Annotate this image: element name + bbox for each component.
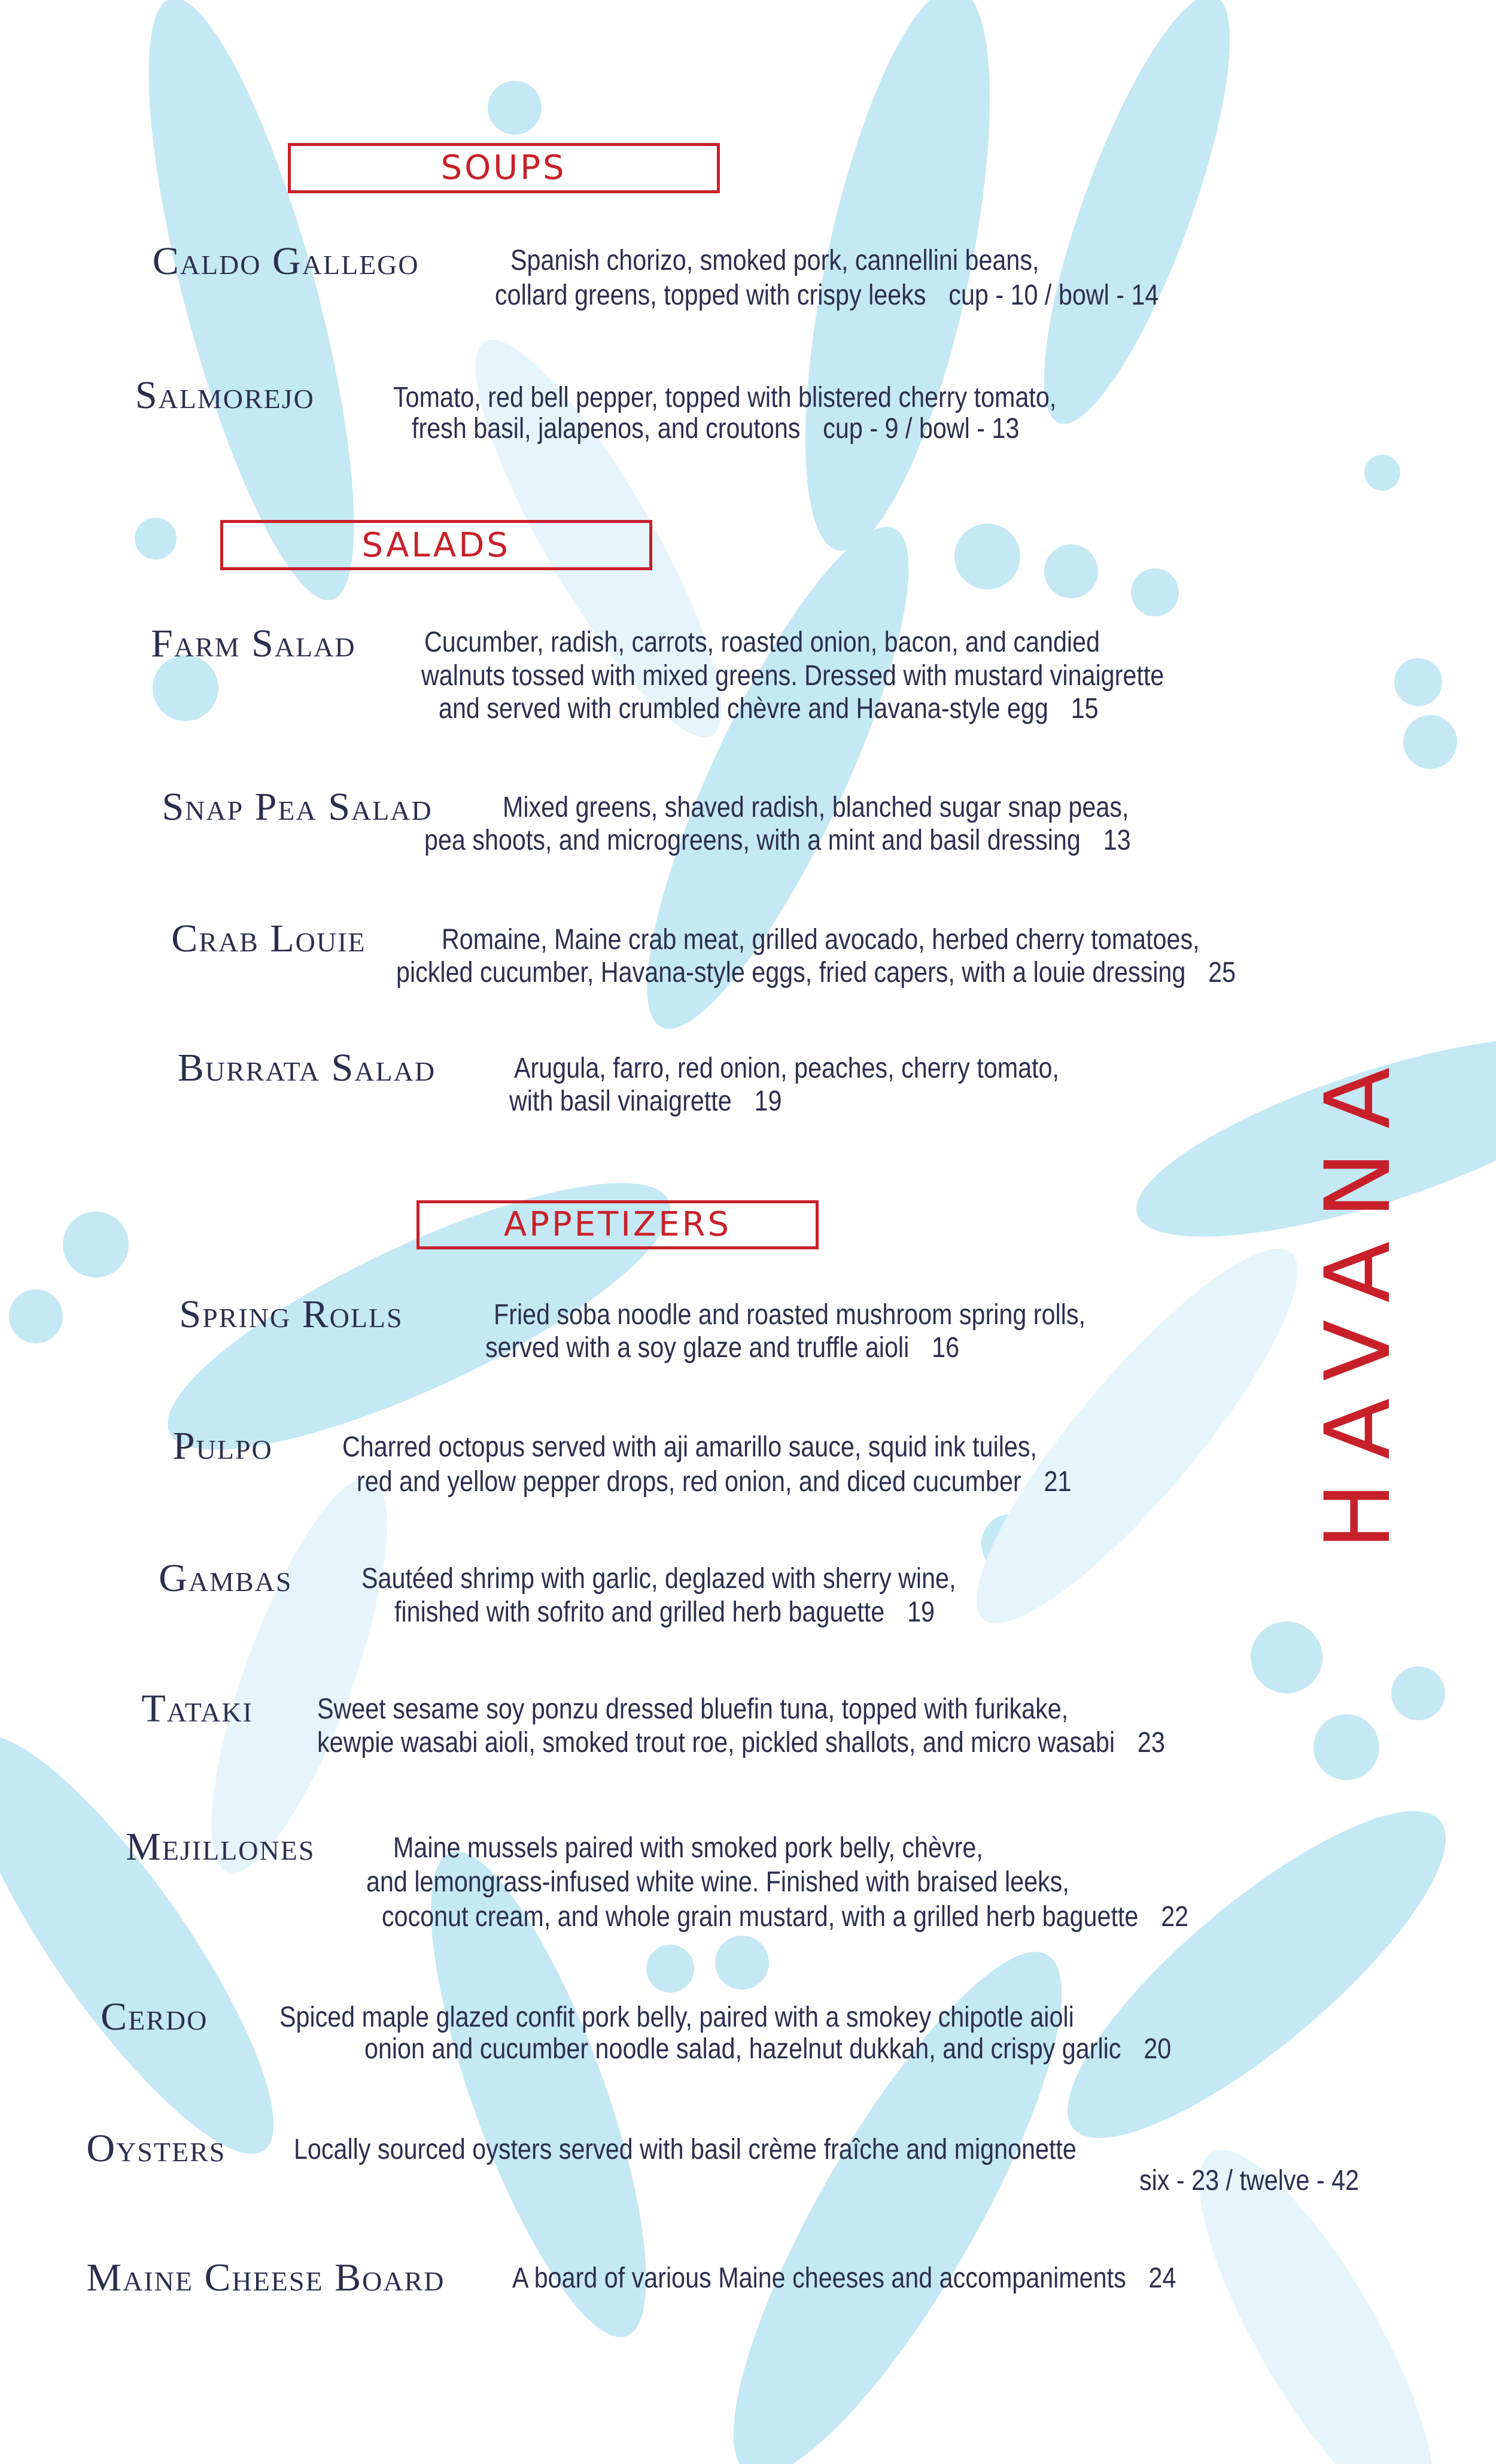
item-description-line: [421, 659, 1164, 692]
item-description-line: [394, 1598, 935, 1627]
item-description-line: [509, 1087, 782, 1116]
description-text: served with a soy glaze and truffle aioli: [485, 1332, 910, 1364]
section-title: SALADS: [361, 525, 510, 565]
item-name: Cerdo: [101, 1994, 208, 2039]
description-text: Tomato, red bell pepper, topped with blistered cherry tomato,: [393, 381, 1056, 413]
description-text: onion and cucumber noodle salad, hazelnut dukkah, and crispy garlic: [364, 2033, 1121, 2065]
description-text: collard greens, topped with crispy leeks: [495, 279, 926, 312]
item-price: 24: [1148, 2262, 1176, 2295]
item-description-line: [510, 247, 1039, 275]
item-description-line: [393, 381, 1056, 413]
item-description-line: [342, 1433, 1037, 1462]
item-description-line: [279, 2003, 1074, 2032]
item-name: Maine Cheese Board: [86, 2255, 445, 2299]
item-price: 21: [1044, 1465, 1072, 1498]
description-text: Spanish chorizo, smoked pork, cannellini beans,: [510, 245, 1039, 277]
description-text: Charred octopus served with aji amarillo sauce, squid ink tuiles,: [342, 1431, 1038, 1463]
section-title: SOUPS: [440, 148, 567, 188]
item-description-line: [366, 1868, 1069, 1897]
item-description-line: [317, 1726, 1166, 1759]
item-price: 13: [1103, 825, 1131, 857]
description-text: Spiced maple glazed confit pork belly, paired with a smokey chipotle aioli: [279, 2001, 1075, 2034]
description-text: pea shoots, and microgreens, with a mint and basil dressing: [424, 825, 1081, 857]
item-name: Tataki: [141, 1686, 253, 1730]
item-description-line: [514, 1054, 1059, 1083]
item-description-line: [424, 826, 1131, 855]
item-description-line: [412, 415, 1019, 443]
description-text: Sweet sesame soy ponzu dressed bluefin tuna, topped with furikake,: [317, 1693, 1069, 1726]
description-text: and served with crumbled chèvre and Havana-style egg: [438, 692, 1048, 725]
description-text: walnuts tossed with mixed greens. Dressed with mustard vinaigrette: [421, 659, 1164, 692]
description-text: fresh basil, jalapenos, and croutons: [412, 413, 801, 445]
section-header-box: [220, 520, 652, 570]
description-text: coconut cream, and whole grain mustard, with a grilled herb baguette: [382, 1901, 1139, 1933]
section-header-box: [288, 143, 720, 193]
description-text: and lemongrass-infused white wine. Finished with braised leeks,: [366, 1866, 1069, 1899]
item-description-line: [441, 923, 1200, 956]
item-name: Gambas: [159, 1556, 293, 1600]
item-price: 16: [932, 1332, 960, 1364]
item-description-line: [495, 281, 1159, 310]
item-description-line: [361, 1565, 956, 1593]
item-name: Mejillones: [126, 1825, 315, 1869]
description-text: kewpie wasabi aioli, smoked trout roe, pickled shallots, and micro wasabi: [317, 1726, 1115, 1759]
item-price: cup - 10 / bowl - 14: [948, 279, 1159, 312]
item-description-line: [512, 2264, 1176, 2293]
item-description-line: [393, 1834, 983, 1863]
item-price: 23: [1138, 1726, 1166, 1759]
item-name: Crab Louie: [171, 917, 366, 961]
section-title: APPETIZERS: [503, 1205, 732, 1245]
description-text: pickled cucumber, Havana-style eggs, fried capers, with a louie dressing: [396, 956, 1186, 988]
description-text: Cucumber, radish, carrots, roasted onion, bacon, and candied: [424, 626, 1100, 659]
item-name: Spring Rolls: [179, 1292, 403, 1336]
description-text: Maine mussels paired with smoked pork belly, chèvre,: [393, 1832, 983, 1864]
item-description-line: [424, 628, 1100, 657]
description-text: Romaine, Maine crab meat, grilled avocado, herbed cherry tomatoes,: [441, 923, 1200, 956]
description-text: finished with sofrito and grilled herb baguette: [394, 1596, 885, 1628]
description-text: Locally sourced oysters served with basil crème fraîche and mignonette: [294, 2133, 1077, 2165]
item-name: Farm Salad: [151, 621, 356, 665]
item-price: 22: [1161, 1901, 1189, 1933]
item-description-line: [438, 692, 1099, 725]
item-name: Salmorejo: [135, 373, 315, 417]
item-description-line: [364, 2035, 1171, 2064]
item-description-line: [494, 1301, 1085, 1330]
description-text: A board of various Maine cheeses and accompaniments: [512, 2262, 1126, 2295]
brand-title: HAVANA: [1306, 1044, 1410, 1550]
description-text: Sautéed shrimp with garlic, deglazed with sherry wine,: [361, 1563, 956, 1595]
item-price: 19: [907, 1596, 935, 1628]
item-price: 15: [1071, 692, 1099, 725]
item-price: 19: [754, 1085, 782, 1118]
description-text: red and yellow pepper drops, red onion, and diced cucumber: [357, 1465, 1021, 1498]
item-name: Caldo Gallego: [152, 239, 419, 284]
item-name: Pulpo: [172, 1424, 273, 1468]
item-description-line: [357, 1465, 1072, 1498]
description-text: with basil vinaigrette: [509, 1085, 732, 1118]
description-text: Arugula, farro, red onion, peaches, cherry tomato,: [513, 1052, 1059, 1085]
item-price: 20: [1144, 2033, 1172, 2065]
description-text: Fried soba noodle and roasted mushroom spring rolls,: [493, 1299, 1085, 1331]
item-name: Burrata Salad: [177, 1045, 436, 1090]
item-price: six - 23 / twelve - 42: [1139, 2165, 1359, 2197]
item-price: cup - 9 / bowl - 13: [823, 413, 1020, 445]
section-header-box: [416, 1200, 819, 1249]
item-description-line: [503, 793, 1129, 822]
description-text: Mixed greens, shaved radish, blanched sugar snap peas,: [503, 792, 1129, 824]
item-description-line: [382, 1903, 1188, 1931]
item-description-line: [294, 2133, 1077, 2165]
item-price: 25: [1208, 956, 1236, 988]
item-description-line: [317, 1695, 1068, 1724]
item-description-line: [396, 956, 1236, 988]
item-name: Oysters: [86, 2127, 226, 2171]
item-name: Snap Pea Salad: [162, 784, 433, 829]
item-description-line: [485, 1334, 959, 1362]
